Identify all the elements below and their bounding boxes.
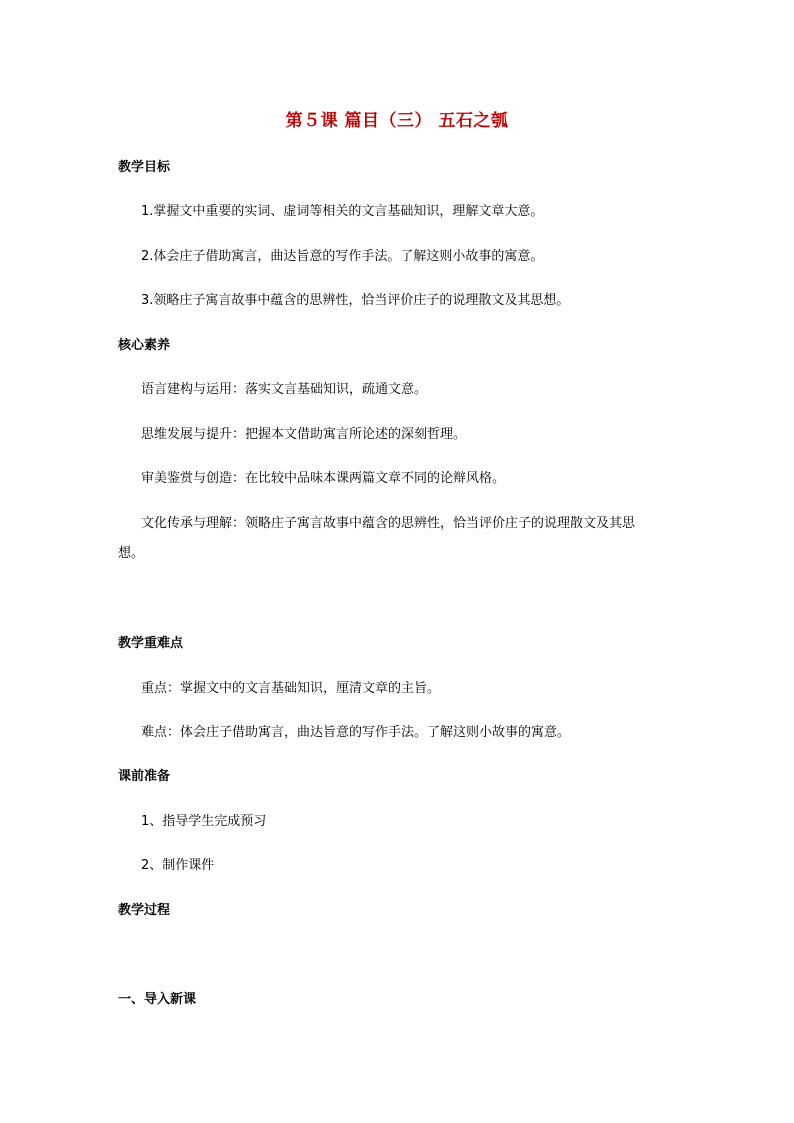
objectives-heading: 教学目标 — [118, 160, 171, 175]
process-heading: 教学过程 — [118, 903, 171, 918]
core-literacy-item: 文化传承与理解：领略庄子寓言故事中蕴含的思辨性，恰当评价庄子的说理散文及其思 — [141, 516, 636, 531]
core-literacy-item: 语言建构与运用：落实文言基础知识，疏通文意。 — [141, 382, 428, 397]
core-literacy-item: 思维发展与提升：把握本文借助寓言所论述的深刻哲理。 — [141, 427, 467, 442]
objective-item: 1.掌握文中重要的实词、虚词等相关的文言基础知识，理解文章大意。 — [141, 204, 544, 219]
key-points-heading: 教学重难点 — [118, 636, 184, 651]
objective-item: 3.领略庄子寓言故事中蕴含的思辨性，恰当评价庄子的说理散文及其思想。 — [141, 293, 570, 308]
core-literacy-heading: 核心素养 — [118, 338, 171, 353]
key-point-item: 难点：体会庄子借助寓言，曲达旨意的写作手法。了解这则小故事的寓意。 — [141, 725, 571, 740]
intro-heading: 一、导入新课 — [118, 992, 197, 1007]
objective-item: 2.体会庄子借助寓言，曲达旨意的写作手法。了解这则小故事的寓意。 — [141, 249, 544, 264]
core-literacy-item: 审美鉴赏与创造：在比较中品味本课两篇文章不同的论辩风格。 — [141, 471, 506, 486]
preparation-heading: 课前准备 — [118, 769, 171, 784]
core-literacy-item-continuation: 想。 — [118, 546, 145, 561]
document-title: 第５课 篇目（三） 五石之瓠 — [285, 111, 509, 131]
key-point-item: 重点：掌握文中的文言基础知识，厘清文章的主旨。 — [141, 681, 441, 696]
preparation-item: 2、制作课件 — [141, 858, 215, 873]
preparation-item: 1、指导学生完成预习 — [141, 814, 267, 829]
